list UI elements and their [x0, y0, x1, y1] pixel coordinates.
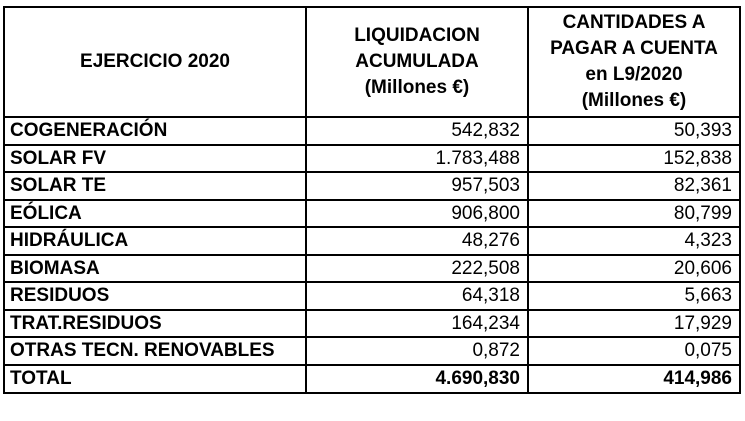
row-cantidades: 50,393	[528, 117, 740, 145]
row-label: HIDRÁULICA	[4, 227, 306, 255]
table-row	[4, 172, 740, 200]
header-cantidades: CANTIDADES A PAGAR A CUENTA en L9/2020 (Millones €)	[528, 7, 740, 117]
row-label: EÓLICA	[4, 200, 306, 228]
row-cantidades: 80,799	[528, 200, 740, 228]
row-label: OTRAS TECN. RENOVABLES	[4, 337, 306, 365]
header-ejercicio: EJERCICIO 2020	[4, 7, 306, 117]
row-liquidacion: 957,503	[306, 172, 528, 200]
row-liquidacion: 542,832	[306, 117, 528, 145]
row-liquidacion: 64,318	[306, 282, 528, 310]
total-label: TOTAL	[4, 365, 306, 393]
table-row	[4, 282, 740, 310]
liquidacion-table	[3, 6, 741, 394]
row-cantidades: 20,606	[528, 255, 740, 283]
table-row	[4, 227, 740, 255]
table-row	[4, 310, 740, 338]
row-liquidacion: 1.783,488	[306, 145, 528, 173]
total-row	[4, 365, 740, 393]
row-cantidades: 152,838	[528, 145, 740, 173]
row-label: COGENERACIÓN	[4, 117, 306, 145]
table-row	[4, 255, 740, 283]
row-cantidades: 5,663	[528, 282, 740, 310]
row-liquidacion: 0,872	[306, 337, 528, 365]
table-row	[4, 117, 740, 145]
table-row	[4, 337, 740, 365]
row-liquidacion: 164,234	[306, 310, 528, 338]
row-liquidacion: 222,508	[306, 255, 528, 283]
row-cantidades: 0,075	[528, 337, 740, 365]
total-cantidades: 414,986	[528, 365, 740, 393]
total-liquidacion: 4.690,830	[306, 365, 528, 393]
row-label: BIOMASA	[4, 255, 306, 283]
row-label: SOLAR FV	[4, 145, 306, 173]
table-row	[4, 200, 740, 228]
header-row	[4, 7, 740, 117]
row-cantidades: 17,929	[528, 310, 740, 338]
row-liquidacion: 48,276	[306, 227, 528, 255]
row-label: SOLAR TE	[4, 172, 306, 200]
table-row	[4, 145, 740, 173]
row-cantidades: 82,361	[528, 172, 740, 200]
row-label: RESIDUOS	[4, 282, 306, 310]
row-liquidacion: 906,800	[306, 200, 528, 228]
row-cantidades: 4,323	[528, 227, 740, 255]
header-liquidacion: LIQUIDACION ACUMULADA (Millones €)	[306, 7, 528, 117]
row-label: TRAT.RESIDUOS	[4, 310, 306, 338]
